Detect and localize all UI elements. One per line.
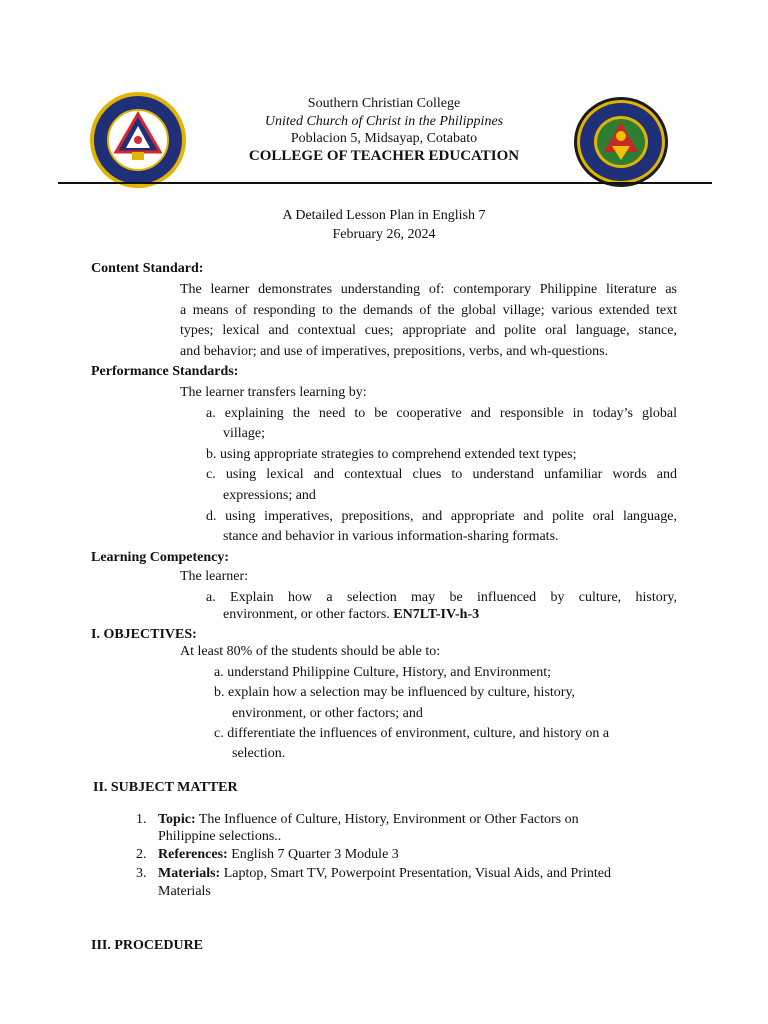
performance-item-a: a. explaining the need to be cooperative and responsible in today’s global xyxy=(206,406,677,421)
subject-item-materials-cont: Materials xyxy=(158,884,211,899)
content-standard-line: The learner demonstrates understanding of: contemporary Philippine literature as xyxy=(180,282,677,297)
competency-code: EN7LT-IV-h-3 xyxy=(393,607,480,622)
objective-c: c. differentiate the influences of environment, culture, and history on a xyxy=(214,726,610,741)
objectives-heading: I. OBJECTIVES: xyxy=(91,627,197,642)
procedure-heading: III. PROCEDURE xyxy=(91,938,204,953)
competency-item-a-cont xyxy=(223,604,479,625)
content-standard-line: types; lexical and contextual cues; appropriate and polite oral language, stance, xyxy=(180,323,677,338)
references-text: English 7 Quarter 3 Module 3 xyxy=(227,847,399,862)
performance-standards-heading: Performance Standards: xyxy=(91,364,239,379)
materials-text: Laptop, Smart TV, Powerpoint Presentation, Visual Aids, and Printed xyxy=(220,866,611,881)
school-address: Poblacion 5, Midsayap, Cotabato xyxy=(290,131,478,146)
subject-item-topic xyxy=(136,811,579,829)
list-number: 2. xyxy=(136,847,147,862)
subject-item-references xyxy=(136,846,399,864)
materials-label: Materials: xyxy=(158,866,221,881)
performance-item-c: c. using lexical and contextual clues to understand unfamiliar words and xyxy=(206,467,677,482)
performance-item-a-cont: village; xyxy=(223,426,265,441)
lesson-plan-date: February 26, 2024 xyxy=(332,227,436,242)
content-standard-line: and behavior; and use of imperatives, prepositions, verbs, and wh-questions. xyxy=(180,344,609,359)
content-standard-line: a means of responding to the demands of the global village; various extended text xyxy=(180,303,677,318)
learning-competency-intro: The learner: xyxy=(180,569,249,584)
objective-b: b. explain how a selection may be influenced by culture, history, xyxy=(214,685,576,700)
performance-item-d-cont: stance and behavior in various information-sharing formats. xyxy=(223,529,559,544)
subject-matter-heading: II. SUBJECT MATTER xyxy=(93,780,238,795)
college-name: COLLEGE OF TEACHER EDUCATION xyxy=(248,148,520,164)
objective-c-cont: selection. xyxy=(232,746,286,761)
objective-b-cont: environment, or other factors; and xyxy=(232,706,423,721)
lesson-plan-title: A Detailed Lesson Plan in English 7 xyxy=(282,208,486,223)
school-name: Southern Christian College xyxy=(307,96,461,111)
objectives-intro: At least 80% of the students should be able to: xyxy=(180,644,441,659)
performance-item-d: d. using imperatives, prepositions, and appropriate and polite oral language, xyxy=(206,509,677,524)
learning-competency-heading: Learning Competency: xyxy=(91,550,230,565)
subject-item-topic-cont: Philippine selections.. xyxy=(158,829,282,844)
topic-label: Topic: xyxy=(158,812,196,827)
performance-item-c-cont: expressions; and xyxy=(223,488,316,503)
references-label: References: xyxy=(158,847,228,862)
list-number: 1. xyxy=(136,812,147,827)
content-standard-heading: Content Standard: xyxy=(91,261,204,276)
subject-item-materials xyxy=(136,865,611,883)
topic-text: The Influence of Culture, History, Environment or Other Factors on xyxy=(195,812,579,827)
list-number: 3. xyxy=(136,866,147,881)
church-name: United Church of Christ in the Philippines xyxy=(264,114,504,129)
performance-intro: The learner transfers learning by: xyxy=(180,385,367,400)
objective-a: a. understand Philippine Culture, History, and Environment; xyxy=(214,665,551,680)
performance-item-b: b. using appropriate strategies to comprehend extended text types; xyxy=(206,447,577,462)
header-divider xyxy=(58,182,712,184)
competency-item-a: a. Explain how a selection may be influenced by culture, history, xyxy=(206,590,677,605)
competency-item-a-text: environment, or other factors. xyxy=(223,607,390,622)
